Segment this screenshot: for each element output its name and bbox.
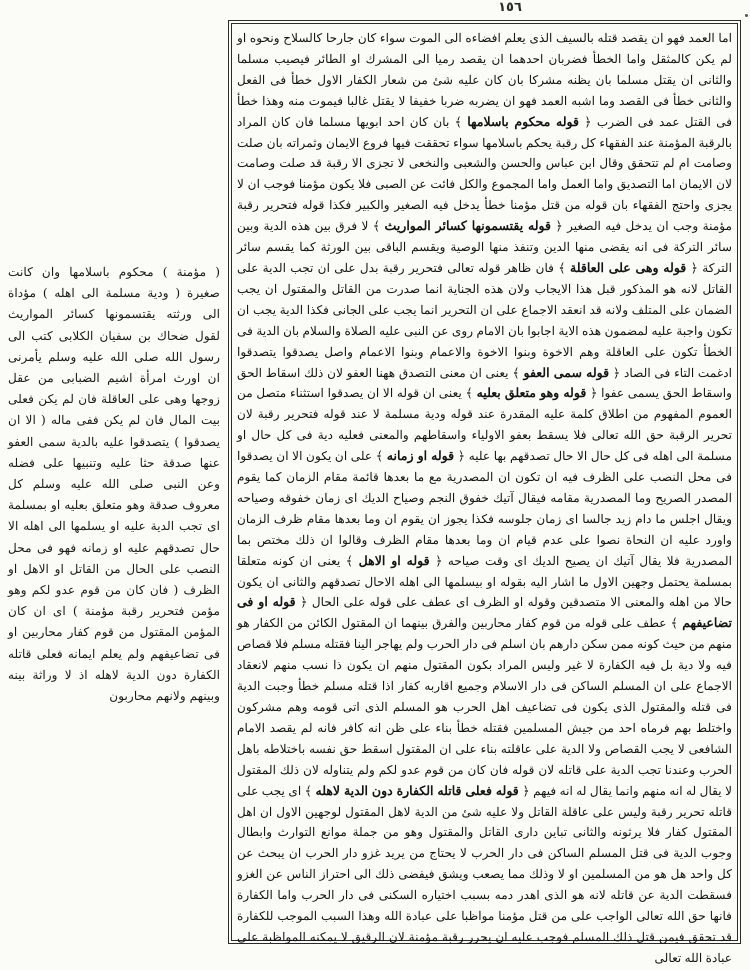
- main-commentary-frame: [228, 20, 741, 965]
- commentary-text: يعنى ان قوله الا ان يصدقوا استثناء متصل من العموم المفهوم من اطلاق كلمة عليه المقدرة عند قوله ودية مسلمة لا عند قوله فتحرير رقبة لان تحرير الرقبة حق الله تعالى فلا يسقط بعفو الاولياء واسقاطهم والمعنى فعليه دية فى كل حال او مسلمة الى اهله فى كل حال الا حال تصدقهم بها عليه: [237, 386, 733, 464]
- lemma-heading: ﴿ قوله وهى على العاقلة ﴾: [558, 260, 698, 275]
- commentary-text: لا فرق بين هذه الدية وبين سائر التركة فى انه يقضى منها الدين وتنفذ منها الوصية ويقسم الباقى بين الورثة كما يقسم سائر التركة: [237, 219, 732, 275]
- lemma-heading: ﴿ قوله او الاهل ﴾: [346, 553, 443, 568]
- quran-quote: ( الا ان يصدقوا ): [8, 413, 220, 448]
- commentary-text: اما العمد فهو ان يقصد قتله بالسيف الذى يعلم افضاءه الى الموت سواء كان جارحا كالسلاح ونحوه او لم يكن كالمثقل واما الخطأ فضربان احدهما ان يقصد رميا الى المشرك او الطائر فيصيب مسلما والثانى ان يقتل مسلما بان يظنه مشركا بان كان عليه شئ من شعار الكفار الاول خطأ فى الفعل والثانى خطأ فى القصد وما اشبه العمد فهو ان يضربه ضربا خفيفا لا يقتل غالبا فيموت منه وهذا خطأ فى القتل عمد فى الضرب: [237, 31, 733, 129]
- lemma-heading: ﴿ قوله او فى تضاعيفهم ﴾: [237, 594, 732, 630]
- gloss-text: اى ان كان المؤمن المقتول من قوم كفار محاربين او فى تضاعيفهم ولم يعلم ايمانه فعلى قاتله الكفارة دون الدية لاهله اذ لا وراثة بينه وبينهم ولانهم محاربون: [8, 604, 220, 704]
- lemma-heading: ﴿ قوله سمى العفو ﴾: [512, 365, 620, 380]
- lemma-heading: ﴿ قوله يقتسمونها كسائر المواريث ﴾: [373, 218, 563, 233]
- commentary-text: على ان يكون الا ان يصدقوا فى محل النصب على الظرف فيه ان تكون ان المصدرية مع ما بعدها قائمة مقام الزمان كما يقوم المصدر الصريح وما المصدرية مقامه فيقال آتيك خفوق النجم وصياح الديك اى زمان خفوقه وصياحه ويقال اجلس ما دام زيد جالسا اى زمان جلوسه فكذا يجوز ان يقوم ان وما بعدها مقام ظرف الزمان واورد عليه ان النحاة نصوا على عدم قيام ان وما بعدها مقام الظرف وقالوا ان ذلك مختص بما المصدرية فلا يقال آتيك ان يصيح الديك اى وقت صياحه: [237, 449, 732, 568]
- lemma-heading: ﴿ قوله محكوم باسلامها ﴾: [455, 114, 592, 129]
- commentary-text: يعنى ان كونه متعلقا بمسلمة يحتمل وجهين الاول ما اشار اليه بقوله او بيسلمها الى اهله الاحال تصدقهم والثانى ان يكون حالا من اهله والمعنى الا متصدقين وقوله او الظرف اى عطف على قوله على الحال: [237, 553, 732, 610]
- gloss-text: مؤداة الى ورثته يقتسمونها كسائر المواريث لقول ضحاك بن سفيان الكلابى كتب الى رسول الله صلى الله عليه وسلم يأمرنى ان اورث امرأة اشيم الضبابى من عقل زوجها وهى على العاقلة فان لم يكن فعلى بيت المال فان لم يكن ففى ماله: [8, 286, 220, 428]
- lemma-heading: ﴿ قوله وهو متعلق بعليه ﴾: [466, 385, 598, 400]
- lemma-heading: ﴿ قوله او زمانه ﴾: [376, 448, 465, 463]
- quran-quote: ( مؤمنة ): [163, 265, 220, 279]
- quran-quote: ( ودية مسلمة الى اهله ): [43, 286, 180, 300]
- gloss-text: محكوم باسلامها وان كانت صغيرة: [8, 265, 220, 301]
- lemma-heading: ﴿ قوله فعلى قاتله الكفارة دون الدية لاهله ﴾: [305, 783, 530, 798]
- main-commentary: [237, 28, 733, 965]
- page-number: ١٥٦: [498, 0, 522, 15]
- commentary-text: فان ظاهر قوله تعالى فتحرير رقبة بدل على ان تجب الدية على القاتل لانه هو المذكور قبل هذا الايجاب ولان هذه الجناية انما صدرت من القاتل والمقتول ان يجب الضمان على المتلف ولانه قد انعقد الاجماع على ان التحرير انما يجب على الجانى فكذا الدية يجب ان تكون واجبة عليه لمضمون هذه الاية اجابوا بان الامام روى عن النبى عليه الصلاة والسلام بان الدية فى الخطأ تكون على العاقلة وهم الاخوة وبنوا الاخوة والاعمام وبنوا الاعمام واصل يصدقوا يتصدقوا ادغمت التاء فى الصاد: [237, 260, 733, 380]
- margin-gloss: [8, 262, 220, 707]
- gloss-text: يتصدقوا عليه بالدية سمى العفو عنها صدقة حثا عليه وتنبيها على فضله وعن النبى صلى الله عليه وسلم كل معروف صدقة وهو متعلق بعليه او بمسلمة اى تجب الدية عليه او يسلمها الى اهله الا حال تصدقهم عليه او زمانه فهو فى محل النصب على الحال من القاتل او الاهل او الظرف: [8, 434, 220, 598]
- commentary-text: اى يجب على قاتله تحرير رقبة وليس على عاقلة القاتل ولا عليه شئ من الدية لاهل المقتول لوجهين الاول ان اهل المقتول كفار فلا يرثونه والثانى تباين دارى القاتل والمقتول وهو من جملة موانع التوارث وابطال وجوب الدية فى قتل المسلم الساكن فى دار الحرب لا يحتاج من يريد غزو دار الحرب ان يبحث عن كل واحد هل هو من المسلمين او لا وذلك مما يصعب ويشق فيفضى ذلك الى احتراز الناس عن الغزو فسقطت الدية عن قاتله لانه هو الذى اهدر دمه بسبب اختياره السكنى فى دار الحرب واما الكفارة فانها حق الله تعالى الواجب على من قتل مؤمنا مواظبا على عبادة الله وهذا السبب الموجب للكفارة قد تحقق فيمن قتل ذلك المسلم فوجب عليه ان يحرر رقبة مؤمنة لان الرقيق لا يمكنه المواظبة على عبادة الله تعالى: [237, 783, 732, 965]
- page-edge-mark: [745, 14, 748, 17]
- commentary-text: بان كان احد ابويها مسلما فان كان المراد بالرقبة المؤمنة عند الفقهاء كل رقبة يحكم باسلامها سواء تحققت فيها فروع الايمان وثمراته بان صلت وصامت ام لم تتحقق وقال ابن عباس والحسن والشعبى والنخعى لا تجزى الا رقبة قد صلت وصامت لان الايمان اما التصديق واما العمل واما المجموع والكل فائت عن الصبى فلا يكون مؤمنا فوجب ان لا يجزى واحتج الفقهاء بان قوله من قتل مؤمنا خطأ يدخل فيه الصغير والكبير فكذا قوله فتحرير رقبة مؤمنة وجب ان يدخل فيه الصغير: [237, 114, 733, 234]
- commentary-text: يعنى ان معنى التصدق ههنا العفو لان ذلك اسقاط الحق واسقاط الحق يسمى عفوا: [237, 365, 732, 401]
- commentary-text: عطف على قوله من قوم كفار محاربين والفرق بينهما ان المقتول الكائن من الكفار هو منهم من حيث كونه ممن سكن دارهم بان اسلم فى دار الحرب ولم يهاجر الينا فقتله مسلم فلا قصاص فيه ولا دية بل فيه الكفارة لا غير وليس المراد بكون المقتول منهم ان يكون ذا نسب منهم لانعقاد الاجماع على ان المسلم الساكن فى دار الاسلام وجميع اقاربه كفار اذا قتله مسلم خطأ وجبت الدية فى قتله والمقتول الذى يكون فى تضاعيف اهل الحرب هو المسلم الذى اتى قومه وهم مشركون واختلط بهم فرماه احد من جيش المسلمين فقتله خطأ بناء على ظن انه كافر فانه لم يقصد الامام الشافعى لا يجب القصاص ولا الدية على عاقلته بناء على ان المقتول اسقط حق نفسه باختلاطه باهل الحرب وعندنا تجب الدية على قاتله لان قوله فان كان من قوم عدو لكم ولم يتناوله لان ذلك المقتول لا يقال له انه منهم وانما يقال له انه فيهم: [237, 616, 733, 798]
- quran-quote: ( فان كان من قوم عدو لكم وهو مؤمن فتحرير رقبة مؤمنة ): [8, 583, 220, 618]
